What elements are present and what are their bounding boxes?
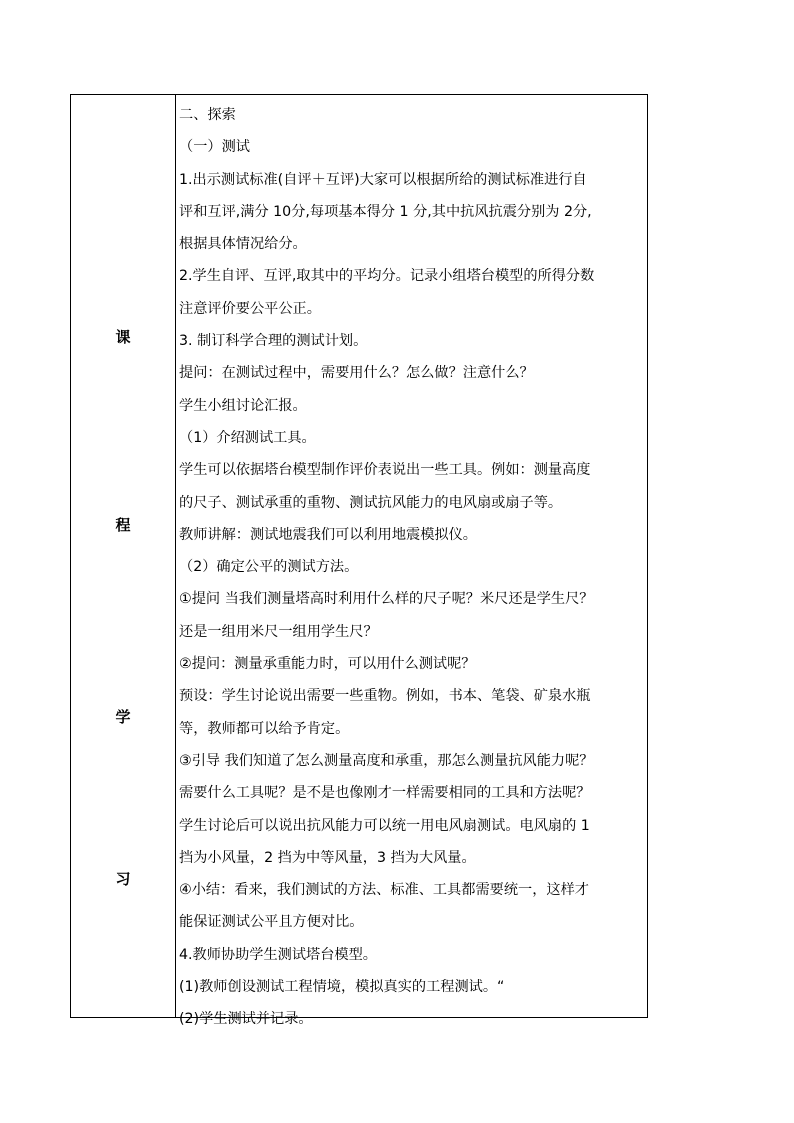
label-char-xue: 学 bbox=[115, 708, 131, 726]
content-line: 评和互评,满分 10分,每项基本得分 1 分,其中抗风抗震分别为 2分, bbox=[179, 203, 592, 220]
content-line: ③引导 我们知道了怎么测量高度和承重，那怎么测量抗风能力呢？ bbox=[179, 752, 594, 769]
content-line: 二、探索 bbox=[179, 107, 236, 123]
content-line: ①提问 当我们测量塔高时利用什么样的尺子呢？米尺还是学生尺？ bbox=[179, 591, 594, 608]
content-line: 2.学生自评、互评,取其中的平均分。记录小组塔台模型的所得分数 bbox=[179, 268, 595, 285]
label-column bbox=[71, 95, 176, 1017]
content-line: 挡为小风量，2 挡为中等风量，3 挡为大风量。 bbox=[179, 849, 476, 866]
label-char-xi: 习 bbox=[115, 870, 131, 888]
content-line: 需要什么工具呢？是不是也像刚才一样需要相同的工具和方法呢？ bbox=[179, 785, 591, 802]
content-line: 教师讲解：测试地震我们可以利用地震模拟仪。 bbox=[179, 526, 477, 543]
content-line: （一）测试 bbox=[179, 139, 250, 156]
content-line: 3. 制订科学合理的测试计划。 bbox=[179, 333, 368, 350]
content-line: 预设：学生讨论说出需要一些重物。例如，书本、笔袋、矿泉水瓶 bbox=[179, 688, 591, 705]
content-line: （1）介绍测试工具。 bbox=[179, 429, 316, 446]
content-line: 学生讨论后可以说出抗风能力可以统一用电风扇测试。电风扇的 1 bbox=[179, 817, 590, 834]
lesson-table bbox=[70, 94, 648, 1028]
content-line: 等，教师都可以给予肯定。 bbox=[179, 720, 350, 737]
content-line: 的尺子、测试承重的重物、测试抗风能力的电风扇或扇子等。 bbox=[179, 494, 563, 511]
content-line: 还是一组用米尺一组用学生尺？ bbox=[179, 623, 378, 640]
content-line: 学生小组讨论汇报。 bbox=[179, 397, 307, 414]
content-column bbox=[176, 95, 647, 1028]
content-line: ④小结：看来，我们测试的方法、标准、工具都需要统一，这样才 bbox=[179, 882, 589, 899]
content-line: (1)教师创设测试工程情境，模拟真实的工程测试。“ bbox=[179, 979, 505, 996]
content-line: 提问：在测试过程中，需要用什么？怎么做？注意什么？ bbox=[179, 365, 534, 382]
content-line: 注意评价要公平公正。 bbox=[179, 300, 321, 317]
content-line: 根据具体情况给分。 bbox=[179, 236, 307, 253]
content-line: ②提问：测量承重能力时，可以用什么测试呢？ bbox=[179, 656, 476, 673]
content-line: （2）确定公平的测试方法。 bbox=[179, 559, 359, 576]
label-char-ke: 课 bbox=[115, 328, 131, 346]
content-line: 学生可以依据塔台模型制作评价表说出一些工具。例如：测量高度 bbox=[179, 462, 591, 479]
content-line: 4.教师协助学生测试塔台模型。 bbox=[179, 946, 377, 963]
content-line: 能保证测试公平且方便对比。 bbox=[179, 914, 364, 931]
content-line: (2)学生测试并记录。 bbox=[179, 1011, 313, 1028]
label-char-cheng: 程 bbox=[115, 516, 131, 534]
content-line: 1.出示测试标准(自评＋互评)大家可以根据所给的测试标准进行自 bbox=[179, 171, 587, 188]
